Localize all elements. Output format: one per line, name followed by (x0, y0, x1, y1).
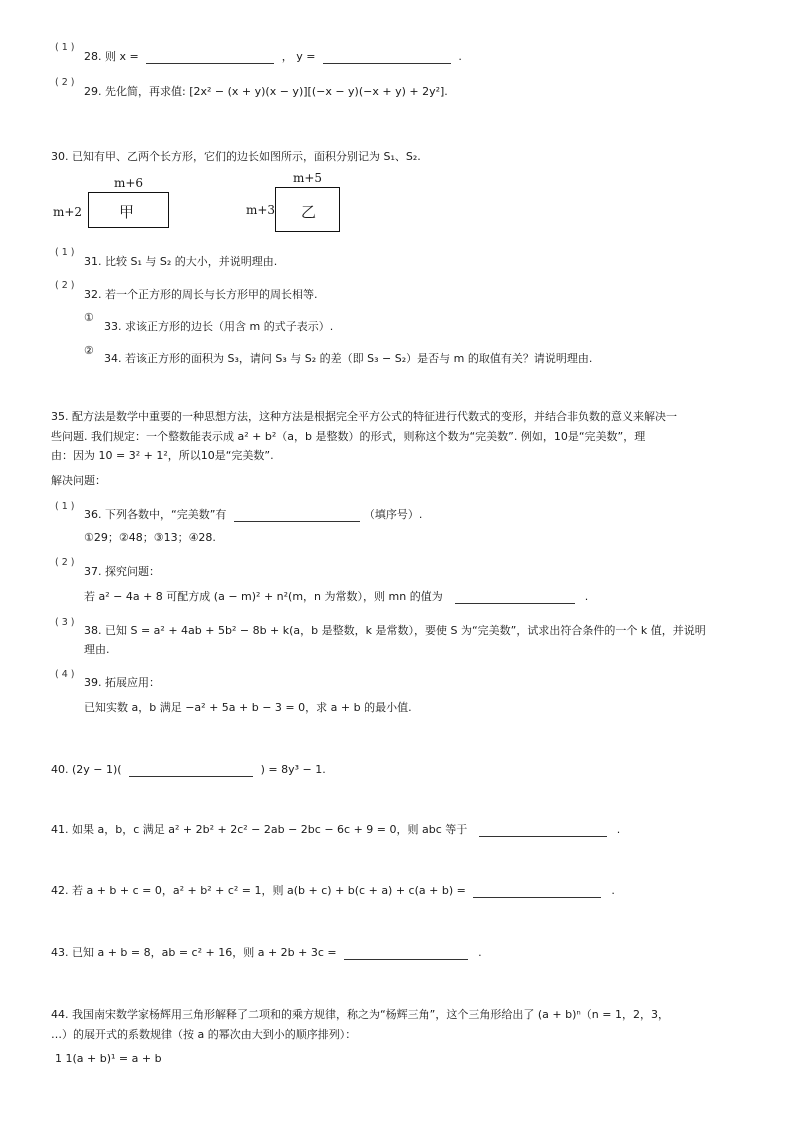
question-34: 34. 若该正方形的面积为 S₃，请问 S₃ 与 S₂ 的差（即 S₃ − S₂）是否与 m 的取值有关？请说明理由. (104, 352, 593, 365)
answer-blank-y[interactable] (323, 52, 451, 64)
question-text: 41. 如果 a，b，c 满足 a² + 2b² + 2c² − 2ab − 2bc − 6c + 9 = 0，则 abc 等于 (51, 823, 471, 836)
question-35-line1: 35. 配方法是数学中重要的一种思想方法，这种方法是根据完全平方公式的特征进行代数式的变形，并结合非负数的意义来解决一 (51, 410, 677, 423)
question-35-line2: 些问题. 我们规定：一个整数能表示成 a² + b²（a，b 是整数）的形式，则称这个数为“完美数”. 例如，10是“完美数”，理 (51, 430, 646, 443)
answer-blank[interactable] (455, 592, 575, 604)
sub-index: ② (84, 344, 94, 357)
question-44-line2: …）的展开式的系数规律（按 a 的幂次由大到小的顺序排列）： (51, 1028, 357, 1041)
question-text: 40. (2y − 1)( (51, 763, 126, 776)
answer-blank-x[interactable] (146, 52, 274, 64)
question-text: . (616, 823, 621, 836)
question-text: 28. 则 x = (84, 50, 143, 63)
question-36-options: ①29；②48；③13；④28. (84, 531, 216, 544)
part-index: ( 1 ) (55, 247, 75, 258)
yi-top-label: m+5 (293, 171, 323, 185)
answer-blank[interactable] (479, 825, 607, 837)
jia-char: 甲 (119, 203, 135, 221)
yi-side-label: m+3 (246, 203, 276, 217)
part-index: ( 3 ) (55, 617, 75, 628)
answer-blank[interactable] (473, 886, 601, 898)
question-text: 43. 已知 a + b = 8，ab = c² + 16，则 a + 2b + 3c = (51, 946, 341, 959)
question-text: . (478, 946, 482, 959)
question-text: ， y = (278, 50, 319, 63)
question-29: 29. 先化简，再求值: [2x² − (x + y)(x − y)][(−x − y)(−x + y) + 2y²]. (84, 85, 448, 98)
question-text: . (584, 590, 589, 603)
part-index: ( 4 ) (55, 669, 75, 680)
part-index: ( 2 ) (55, 77, 75, 88)
question-38-line1: 38. 已知 S = a² + 4ab + 5b² − 8b + k(a，b 是整数，k 是常数），要使 S 为“完美数”，试求出符合条件的一个 k 值，并说明 (84, 624, 706, 637)
question-32: 32. 若一个正方形的周长与长方形甲的周长相等. (84, 288, 318, 301)
question-text: ) = 8y³ − 1. (257, 763, 326, 776)
question-40 (51, 763, 326, 777)
part-index: ( 1 ) (55, 42, 75, 53)
question-33: 33. 求该正方形的边长（用含 m 的式子表示）. (104, 320, 334, 333)
question-38-line2: 理由. (84, 643, 110, 656)
question-36 (84, 508, 422, 522)
question-43 (51, 946, 482, 960)
solve-heading: 解决问题： (51, 474, 106, 487)
question-35-line3: 由：因为 10 = 3² + 1²，所以10是“完美数”. (51, 449, 274, 462)
jia-side-label: m+2 (53, 205, 83, 219)
question-text: 若 a² − 4a + 8 可配方成 (a − m)² + n²(m，n 为常数），则 mn 的值为 (84, 590, 443, 603)
question-text: （填序号）. (363, 508, 423, 521)
question-30: 30. 已知有甲、乙两个长方形，它们的边长如图所示，面积分别记为 S₁、S₂. (51, 150, 421, 163)
question-text: 42. 若 a + b + c = 0，a² + b² + c² = 1，则 a(b + c) + b(c + a) + c(a + b) = (51, 884, 470, 897)
question-44-line3: 1 1(a + b)¹ = a + b (55, 1052, 162, 1065)
question-39: 39. 拓展应用： (84, 676, 160, 689)
question-37: 37. 探究问题： (84, 565, 160, 578)
question-text: . (611, 884, 615, 897)
question-42 (51, 884, 615, 898)
jia-top-label: m+6 (114, 176, 144, 190)
question-text: . (454, 50, 462, 63)
question-text: 36. 下列各数中，“完美数”有 (84, 508, 230, 521)
answer-blank[interactable] (129, 765, 253, 777)
question-41 (51, 823, 620, 837)
part-index: ( 2 ) (55, 557, 75, 568)
question-37-sub (84, 590, 588, 604)
question-39-sub: 已知实数 a，b 满足 −a² + 5a + b − 3 = 0，求 a + b 的最小值. (84, 701, 412, 714)
part-index: ( 2 ) (55, 280, 75, 291)
part-index: ( 1 ) (55, 501, 75, 512)
sub-index: ① (84, 311, 94, 324)
question-44-line1: 44. 我国南宋数学家杨辉用三角形解释了二项和的乘方规律，称之为“杨辉三角”，这个三角形给出了 (a + b)ⁿ（n = 1，2，3， (51, 1008, 669, 1021)
question-31: 31. 比较 S₁ 与 S₂ 的大小，并说明理由. (84, 255, 278, 268)
yi-char: 乙 (301, 203, 317, 221)
question-28 (84, 50, 462, 64)
answer-blank[interactable] (344, 948, 468, 960)
answer-blank[interactable] (234, 510, 360, 522)
